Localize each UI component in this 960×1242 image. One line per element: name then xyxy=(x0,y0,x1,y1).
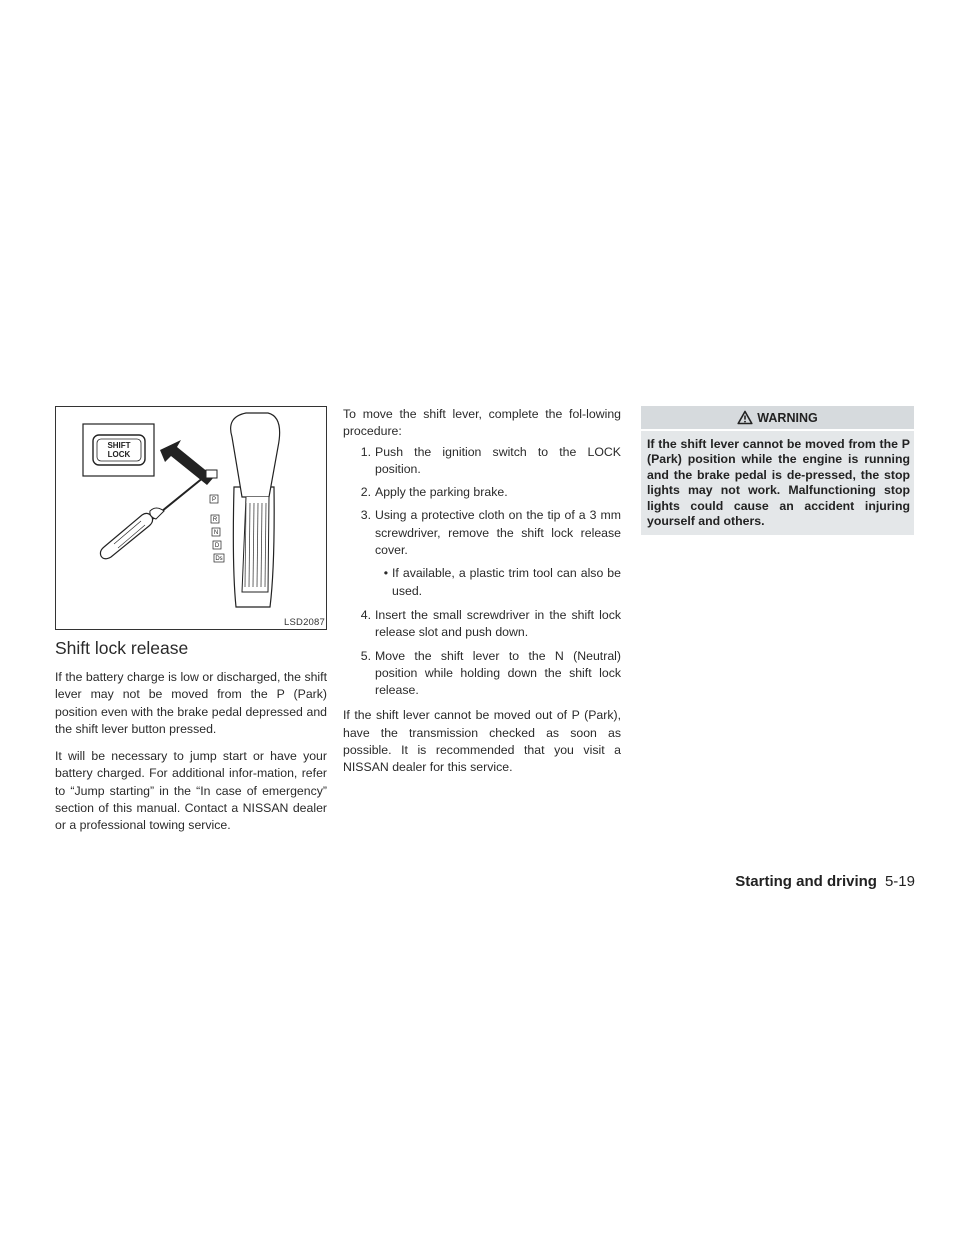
page-footer xyxy=(735,873,915,890)
svg-text:Ds: Ds xyxy=(215,556,223,562)
closing-paragraph: If the shift lever cannot be moved out of P (Park), have the transmission checked as soon as possible. It is recommended that you visit a NISSAN dealer for this service. xyxy=(343,708,621,775)
step-text: Using a protective cloth on the tip of a 3 mm screwdriver, remove the shift lock release cover. xyxy=(375,508,621,558)
procedure-intro: To move the shift lever, complete the fol-lowing procedure: xyxy=(343,407,621,439)
bullet-icon: • xyxy=(383,566,388,581)
page-number: 5-19 xyxy=(884,873,915,890)
shift-position-labels xyxy=(210,495,224,562)
sub-bullet-text: If available, a plastic trim tool can also be used. xyxy=(392,566,621,598)
step-text: Apply the parking brake. xyxy=(375,485,508,500)
step-item xyxy=(343,484,621,501)
step-item xyxy=(343,648,621,700)
svg-text:P: P xyxy=(211,497,217,503)
step-item xyxy=(343,507,621,559)
step-text: Insert the small screwdriver in the shift lock release slot and push down. xyxy=(375,607,621,640)
svg-text:D: D xyxy=(214,543,220,549)
warning-triangle-icon xyxy=(737,410,753,425)
paragraph: If the battery charge is low or discharged, the shift lever may not be moved from the P (Park) position even with the brake pedal depressed and the shift lever button pressed. xyxy=(55,670,327,736)
section-title: Shift lock release xyxy=(55,638,189,658)
inset-label-line2: LOCK xyxy=(107,450,131,459)
svg-text:N: N xyxy=(213,530,219,536)
step-number: 1. xyxy=(360,444,371,459)
release-cover xyxy=(206,470,217,478)
figure-code: LSD2087 xyxy=(283,617,325,628)
screwdriver-icon xyxy=(100,477,204,559)
warning-body: If the shift lever cannot be moved from the P (Park) position while the engine is running and the brake pedal is de-pressed, the stop lights may not work. Malfunctioning stop lights could cause an accident injuring yourself and others. xyxy=(641,431,914,535)
svg-text:R: R xyxy=(212,517,218,523)
right-column xyxy=(641,406,914,535)
middle-column xyxy=(343,406,621,787)
shift-knob xyxy=(231,413,280,497)
warning-header xyxy=(641,406,914,429)
footer-section-name: Starting and driving xyxy=(735,873,877,890)
inset-label-line1: SHIFT xyxy=(107,441,131,450)
step-text: Move the shift lever to the N (Neutral) position while holding down the shift lock release. xyxy=(375,648,621,698)
warning-title: WARNING xyxy=(757,410,818,425)
paragraph: It will be necessary to jump start or have your battery charged. For additional infor-mation, refer to “Jump starting” in the “In case of emergency” section of this manual. Contact a NISSAN dealer or a professional towing service. xyxy=(55,749,327,833)
left-column xyxy=(55,406,327,845)
step-item xyxy=(343,607,621,642)
sub-bullet-item xyxy=(343,565,621,600)
step-number: 4. xyxy=(360,607,371,622)
step-number: 2. xyxy=(360,485,371,500)
shift-lock-illustration xyxy=(56,407,326,629)
step-number: 5. xyxy=(360,648,371,663)
step-item xyxy=(343,444,621,479)
step-text: Push the ignition switch to the LOCK position. xyxy=(375,444,621,476)
shift-lock-figure xyxy=(55,406,327,630)
step-number: 3. xyxy=(360,508,371,523)
